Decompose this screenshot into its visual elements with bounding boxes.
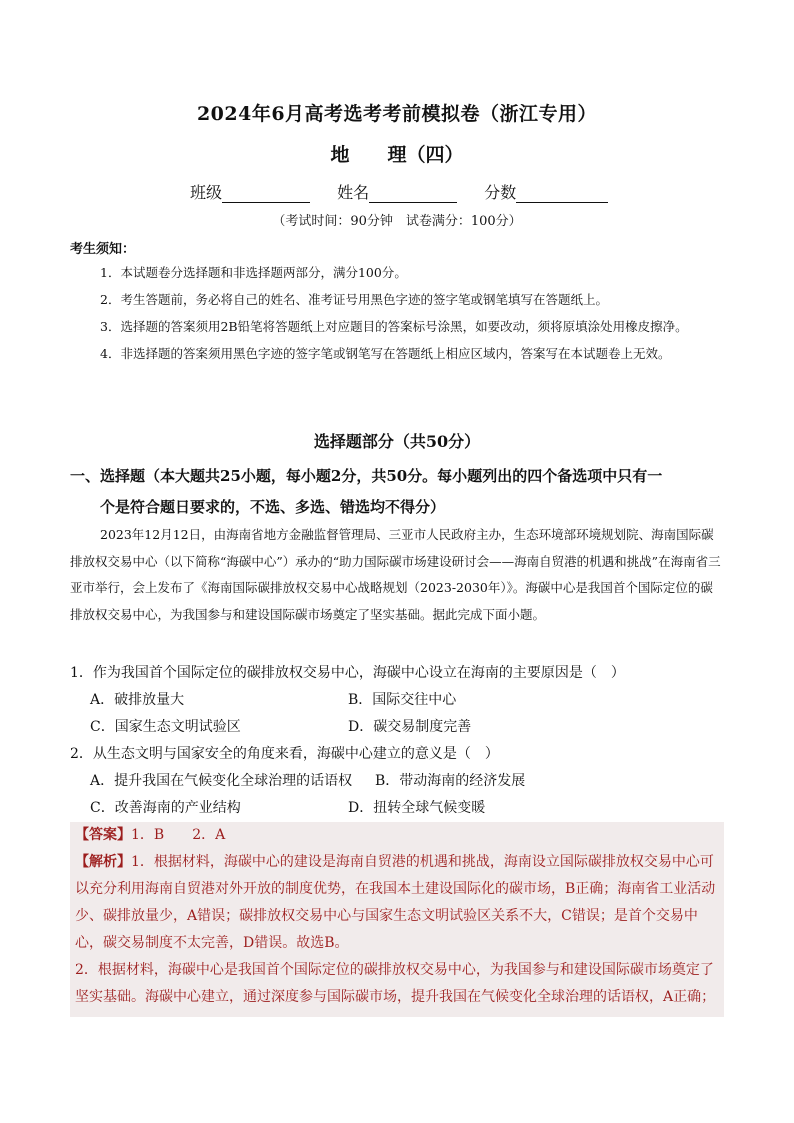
option-d[interactable]: D．碳交易制度完善 bbox=[348, 719, 472, 735]
subject-char: 地 bbox=[330, 144, 350, 166]
question-2-options-row2 bbox=[90, 797, 730, 817]
option-a[interactable]: A．破排放量大 bbox=[90, 692, 185, 708]
answer-text: 1．B 2．A bbox=[131, 827, 226, 843]
question-group-line1: 一、选择题（本大题共25小题，每小题2分，共50分。每小题列出的四个备选项中只有一 bbox=[70, 467, 663, 485]
score-label: 分数 bbox=[484, 183, 517, 202]
question-1-options-row1 bbox=[90, 689, 730, 709]
class-label: 班级 bbox=[190, 183, 223, 202]
notice-item: 1．本试题卷分选择题和非选择题两部分，满分100分。 bbox=[100, 265, 407, 280]
answer-line bbox=[75, 822, 723, 849]
material-paragraph: 2023年12月12日，由海南省地方金融监督管理局、三亚市人民政府主办，生态环境部环境规划院、海南国际碳排放权交易中心（以下简称“海碳中心”）承办的“助力国际碳市场建设研讨会——海南自贸港的机遇和挑战”在海南省三亚市举行，会上发布了《海南国际碳排放权交易中心战略规划（2023-2030年）》。海碳中心是我国首个国际定位的碳排放权交易中心，为我国参与和建设国际碳市场奠定了坚实基础。据此完成下面小题。 bbox=[70, 527, 721, 622]
question-1-options-row2 bbox=[90, 716, 730, 736]
name-label: 姓名 bbox=[337, 183, 370, 202]
analysis-text-line: 2．根据材料，海碳中心是我国首个国际定位的碳排放权交易中心，为我国参与和建设国际碳市场奠定了 bbox=[75, 962, 714, 978]
analysis-label: 【解析】 bbox=[75, 854, 131, 870]
analysis-text-line: 心，碳交易制度不太完善，D错误。故选B。 bbox=[75, 935, 349, 951]
score-field[interactable] bbox=[484, 180, 608, 203]
analysis-text-line: 以充分利用海南自贸港对外开放的制度优势，在我国本土建设国际化的碳市场，B正确；海南省工业活动 bbox=[75, 881, 716, 897]
notice-item: 2．考生答题前，务必将自己的姓名、准考证号用黑色字迹的签字笔或钢笔填写在答题纸上。 bbox=[100, 292, 608, 307]
score-blank[interactable] bbox=[516, 184, 608, 203]
analysis-text-line: 1．根据材料，海碳中心的建设是海南自贸港的机遇和挑战，海南设立国际碳排放权交易中心可 bbox=[131, 854, 714, 870]
analysis-text-line: 少、碳排放量少，A错误；碳排放权交易中心与国家生态文明试验区关系不大，C错误；是首个交易中 bbox=[75, 908, 698, 924]
name-field[interactable] bbox=[337, 180, 457, 203]
subject-rest: 理（四） bbox=[387, 144, 464, 166]
question-1-stem: 1．作为我国首个国际定位的碳排放权交易中心，海碳中心设立在海南的主要原因是（ ） bbox=[70, 665, 625, 681]
answer-label: 【答案】 bbox=[75, 827, 131, 843]
class-blank[interactable] bbox=[222, 184, 310, 203]
class-field[interactable] bbox=[190, 180, 310, 203]
analysis-text-line: 坚实基础。海碳中心建立，通过深度参与国际碳市场，提升我国在气候变化全球治理的话语权，A正确； bbox=[75, 989, 716, 1005]
option-b[interactable]: B．国际交往中心 bbox=[348, 692, 457, 708]
notice-item: 4．非选择题的答案须用黑色字迹的签字笔或钢笔写在答题纸上相应区域内，答案写在本试题卷上无效。 bbox=[100, 346, 671, 361]
option-d[interactable]: D．扭转全球气候变暖 bbox=[348, 800, 486, 816]
question-2-stem: 2．从生态文明与国家安全的角度来看，海碳中心建立的意义是（ ） bbox=[70, 746, 499, 762]
exam-title: 2024年6月高考选考考前模拟卷（浙江专用） bbox=[196, 103, 598, 125]
reading-material bbox=[70, 522, 725, 628]
option-c[interactable]: C．国家生态文明试验区 bbox=[90, 719, 241, 735]
analysis-line bbox=[75, 849, 723, 876]
notice-item: 3．选择题的答案须用2B铅笔将答题纸上对应题目的答案标号涂黑，如要改动，须将原填涂处用橡皮擦净。 bbox=[100, 319, 688, 334]
question-group-line2: 个是符合题日要求的，不选、多选、错选均不得分） bbox=[100, 498, 446, 516]
name-blank[interactable] bbox=[369, 184, 457, 203]
notice-heading: 考生须知： bbox=[70, 242, 136, 257]
subject-title bbox=[0, 140, 794, 167]
notice-list bbox=[70, 259, 720, 367]
section-title: 选择题部分（共50分） bbox=[313, 432, 481, 451]
exam-time-info: （考试时间：90分钟 试卷满分：100分） bbox=[272, 214, 522, 229]
question-group-heading bbox=[70, 461, 730, 523]
student-info-fields bbox=[190, 180, 630, 203]
option-a[interactable]: A．提升我国在气候变化全球治理的话语权 bbox=[90, 773, 353, 789]
option-c[interactable]: C．改善海南的产业结构 bbox=[90, 800, 241, 816]
option-b[interactable]: B．带动海南的经济发展 bbox=[375, 773, 526, 789]
question-2-options-row1 bbox=[90, 770, 730, 790]
